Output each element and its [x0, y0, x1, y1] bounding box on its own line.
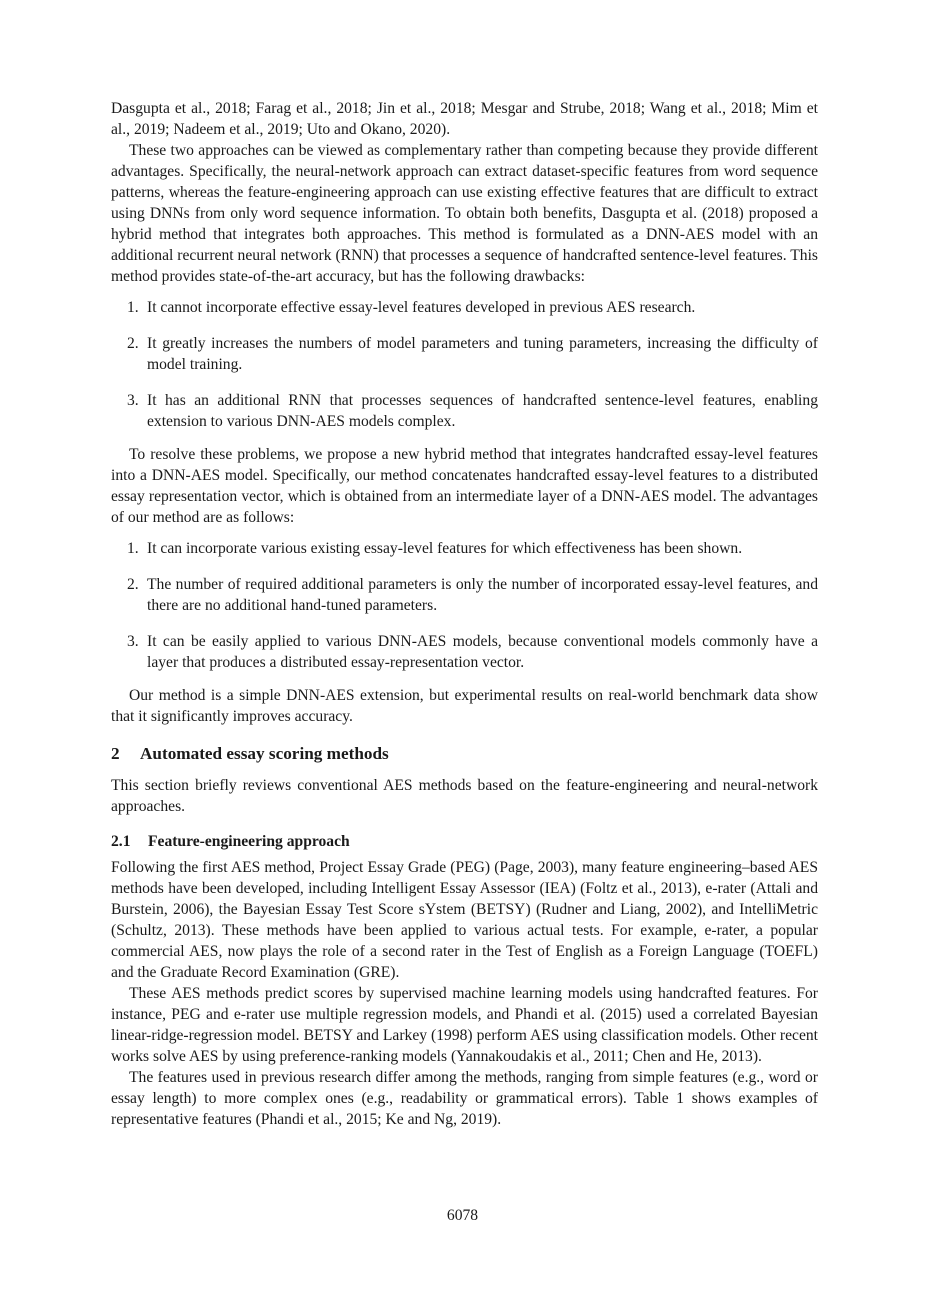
subsection-number: 2.1 [111, 833, 131, 850]
subsection-title: Feature-engineering approach [148, 833, 350, 850]
paragraph-features: The features used in previous research differ among the methods, ranging from simple features (e.g., word or essay length) to more complex ones (e.g., readability or grammatical errors). Table 1 shows examples of representative features (Phandi et al., 2015; Ke and Ng, 2019). [111, 1069, 818, 1128]
list-item [111, 631, 818, 673]
section-title: Automated essay scoring methods [140, 744, 389, 763]
list-item-text: The number of required additional parameters is only the number of incorporated essay-level features, and there are no additional hand-tuned parameters. [147, 576, 818, 614]
list-item [111, 297, 818, 318]
paragraph-models: These AES methods predict scores by supervised machine learning models using handcrafted features. For instance, PEG and e-rater use multiple regression models, and Phandi et al. (2015) used a correlated Bayesian linear-ridge-regression model. BETSY and Larkey (1998) perform AES using classification models. Other recent works solve AES by using preference-ranking models (Yannakoudakis et al., 2011; Chen and He, 2013). [111, 985, 818, 1065]
list-item-text: It can be easily applied to various DNN-AES models, because conventional models commonly have a layer that produces a distributed essay-representation vector. [147, 633, 818, 671]
paragraph-proposal: To resolve these problems, we propose a new hybrid method that integrates handcrafted essay-level features into a DNN-AES model. Specifically, our method concatenates handcrafted essay-level features to a distributed essay representation vector, which is obtained from an intermediate layer of a DNN-AES model. The advantages of our method are as follows: [111, 446, 818, 526]
list-item-text: It has an additional RNN that processes sequences of handcrafted sentence-level features, enabling extension to various DNN-AES models complex. [147, 392, 818, 430]
list-number: 1. [127, 540, 139, 557]
advantages-list [111, 538, 818, 673]
section-heading [111, 743, 818, 765]
paragraph-citations-continued: Dasgupta et al., 2018; Farag et al., 2018; Jin et al., 2018; Mesgar and Strube, 2018; Wang et al., 2018; Mim et al., 2019; Nadeem et al., 2019; Uto and Okano, 2020). [111, 100, 818, 138]
page-number: 6078 [446, 1207, 479, 1224]
list-item [111, 538, 818, 559]
list-number: 3. [127, 392, 139, 409]
list-number: 2. [127, 335, 139, 352]
section-number: 2 [111, 744, 120, 763]
list-item [111, 333, 818, 375]
paragraph-section-intro: This section briefly reviews conventional AES methods based on the feature-engineering and neural-network approaches. [111, 777, 818, 815]
list-item [111, 574, 818, 616]
list-number: 2. [127, 576, 139, 593]
list-number: 1. [127, 299, 139, 316]
paragraph-complementary-approaches: These two approaches can be viewed as complementary rather than competing because they provide different advantages. Specifically, the neural-network approach can extract dataset-specific features from word sequence patterns, whereas the feature-engineering approach can use existing effective features that are difficult to extract using DNNs from only word sequence information. To obtain both benefits, Dasgupta et al. (2018) proposed a hybrid method that integrates both approaches. This method is formulated as a DNN-AES model with an additional recurrent neural network (RNN) that processes a sequence of handcrafted sentence-level features. This method provides state-of-the-art accuracy, but has the following drawbacks: [111, 142, 818, 285]
drawbacks-list [111, 297, 818, 432]
list-item-text: It cannot incorporate effective essay-level features developed in previous AES research. [147, 299, 696, 316]
list-item-text: It can incorporate various existing essay-level features for which effectiveness has been shown. [147, 540, 743, 557]
paper-page [111, 98, 818, 1130]
subsection-heading [111, 831, 818, 852]
paragraph-history: Following the first AES method, Project Essay Grade (PEG) (Page, 2003), many feature engineering–based AES methods have been developed, including Intelligent Essay Assessor (IEA) (Foltz et al., 2013), e-rater (Attali and Burstein, 2006), the Bayesian Essay Test Score sYstem (BETSY) (Rudner and Liang, 2002), and IntelliMetric (Schultz, 2013). These methods have been applied to various actual tests. For example, e-rater, a popular commercial AES, now plays the role of a second rater in the Test of English as a Foreign Language (TOEFL) and the Graduate Record Examination (GRE). [111, 859, 818, 981]
paragraph-summary: Our method is a simple DNN-AES extension, but experimental results on real-world benchmark data show that it significantly improves accuracy. [111, 687, 818, 725]
list-number: 3. [127, 633, 139, 650]
list-item [111, 390, 818, 432]
list-item-text: It greatly increases the numbers of model parameters and tuning parameters, increasing the difficulty of model training. [147, 335, 818, 373]
